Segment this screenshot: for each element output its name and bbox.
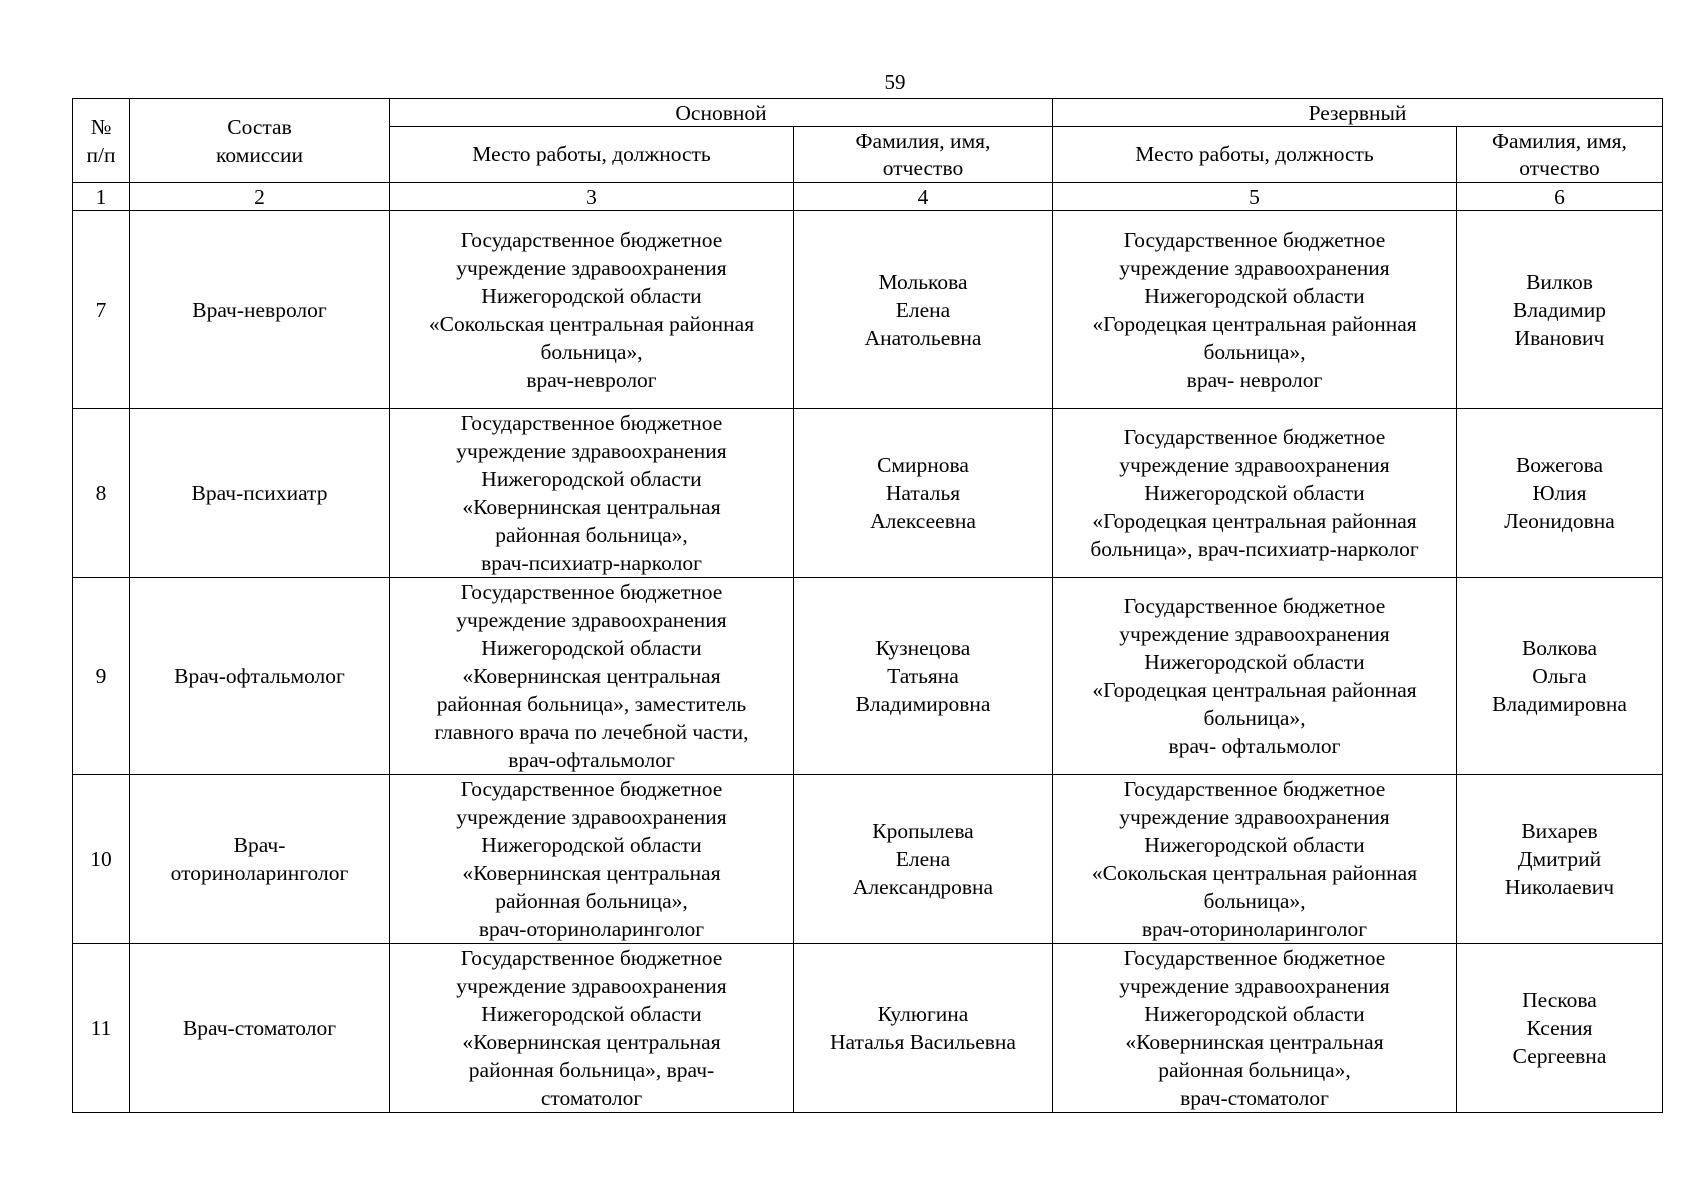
reserve-person-name: Вожегова Юлия Леонидовна <box>1457 409 1663 578</box>
main-workplace: Государственное бюджетное учреждение здравоохранения Нижегородской области «Ковернинская центральная районная больница», заместитель главного врача по лечебной части, врач-офтальмолог <box>390 578 794 775</box>
column-number: 5 <box>1053 183 1457 211</box>
main-workplace: Государственное бюджетное учреждение здравоохранения Нижегородской области «Ковернинская центральная районная больница», врач-психиатр-нарколог <box>390 409 794 578</box>
reserve-workplace: Государственное бюджетное учреждение здравоохранения Нижегородской области «Ковернинская центральная районная больница», врач-стоматолог <box>1053 944 1457 1113</box>
main-person-name: Молькова Елена Анатольевна <box>794 211 1053 409</box>
commission-table <box>72 98 1663 1113</box>
column-number: 6 <box>1457 183 1663 211</box>
main-workplace: Государственное бюджетное учреждение здравоохранения Нижегородской области «Ковернинская центральная районная больница», врач-оториноларинголог <box>390 775 794 944</box>
row-number: 7 <box>73 211 130 409</box>
header-reserve-fio: Фамилия, имя, отчество <box>1457 127 1663 183</box>
column-number: 1 <box>73 183 130 211</box>
table-row <box>73 578 1663 775</box>
reserve-person-name: Вихарев Дмитрий Николаевич <box>1457 775 1663 944</box>
reserve-workplace: Государственное бюджетное учреждение здравоохранения Нижегородской области «Городецкая центральная районная больница», врач-психиатр-нарколог <box>1053 409 1457 578</box>
table-row <box>73 944 1663 1113</box>
main-person-name: Смирнова Наталья Алексеевна <box>794 409 1053 578</box>
row-number: 9 <box>73 578 130 775</box>
header-reserve-workplace: Место работы, должность <box>1053 127 1457 183</box>
header-composition: Состав комиссии <box>130 99 390 183</box>
row-number: 10 <box>73 775 130 944</box>
row-number: 8 <box>73 409 130 578</box>
header-row-top <box>73 99 1663 127</box>
reserve-workplace: Государственное бюджетное учреждение здравоохранения Нижегородской области «Сокольская центральная районная больница», врач-оториноларинголог <box>1053 775 1457 944</box>
header-main: Основной <box>390 99 1053 127</box>
header-reserve: Резервный <box>1053 99 1663 127</box>
column-number-row <box>73 183 1663 211</box>
header-main-workplace: Место работы, должность <box>390 127 794 183</box>
main-workplace: Государственное бюджетное учреждение здравоохранения Нижегородской области «Ковернинская центральная районная больница», врач- стоматолог <box>390 944 794 1113</box>
page-number: 59 <box>884 70 906 94</box>
column-number: 2 <box>130 183 390 211</box>
reserve-workplace: Государственное бюджетное учреждение здравоохранения Нижегородской области «Городецкая центральная районная больница», врач- невролог <box>1053 211 1457 409</box>
commission-role: Врач-психиатр <box>130 409 390 578</box>
header-num: № п/п <box>73 99 130 183</box>
commission-role: Врач-невролог <box>130 211 390 409</box>
column-number: 4 <box>794 183 1053 211</box>
reserve-person-name: Пескова Ксения Сергеевна <box>1457 944 1663 1113</box>
main-person-name: Кузнецова Татьяна Владимировна <box>794 578 1053 775</box>
main-workplace: Государственное бюджетное учреждение здравоохранения Нижегородской области «Сокольская центральная районная больница», врач-невролог <box>390 211 794 409</box>
main-person-name: Кропылева Елена Александровна <box>794 775 1053 944</box>
commission-role: Врач-офтальмолог <box>130 578 390 775</box>
table-row <box>73 775 1663 944</box>
reserve-person-name: Вилков Владимир Иванович <box>1457 211 1663 409</box>
row-number: 11 <box>73 944 130 1113</box>
commission-role: Врач-стоматолог <box>130 944 390 1113</box>
commission-role: Врач- оториноларинголог <box>130 775 390 944</box>
table-row <box>73 409 1663 578</box>
table-row <box>73 211 1663 409</box>
column-number: 3 <box>390 183 794 211</box>
main-person-name: Кулюгина Наталья Васильевна <box>794 944 1053 1113</box>
reserve-person-name: Волкова Ольга Владимировна <box>1457 578 1663 775</box>
header-main-fio: Фамилия, имя, отчество <box>794 127 1053 183</box>
reserve-workplace: Государственное бюджетное учреждение здравоохранения Нижегородской области «Городецкая центральная районная больница», врач- офтальмолог <box>1053 578 1457 775</box>
